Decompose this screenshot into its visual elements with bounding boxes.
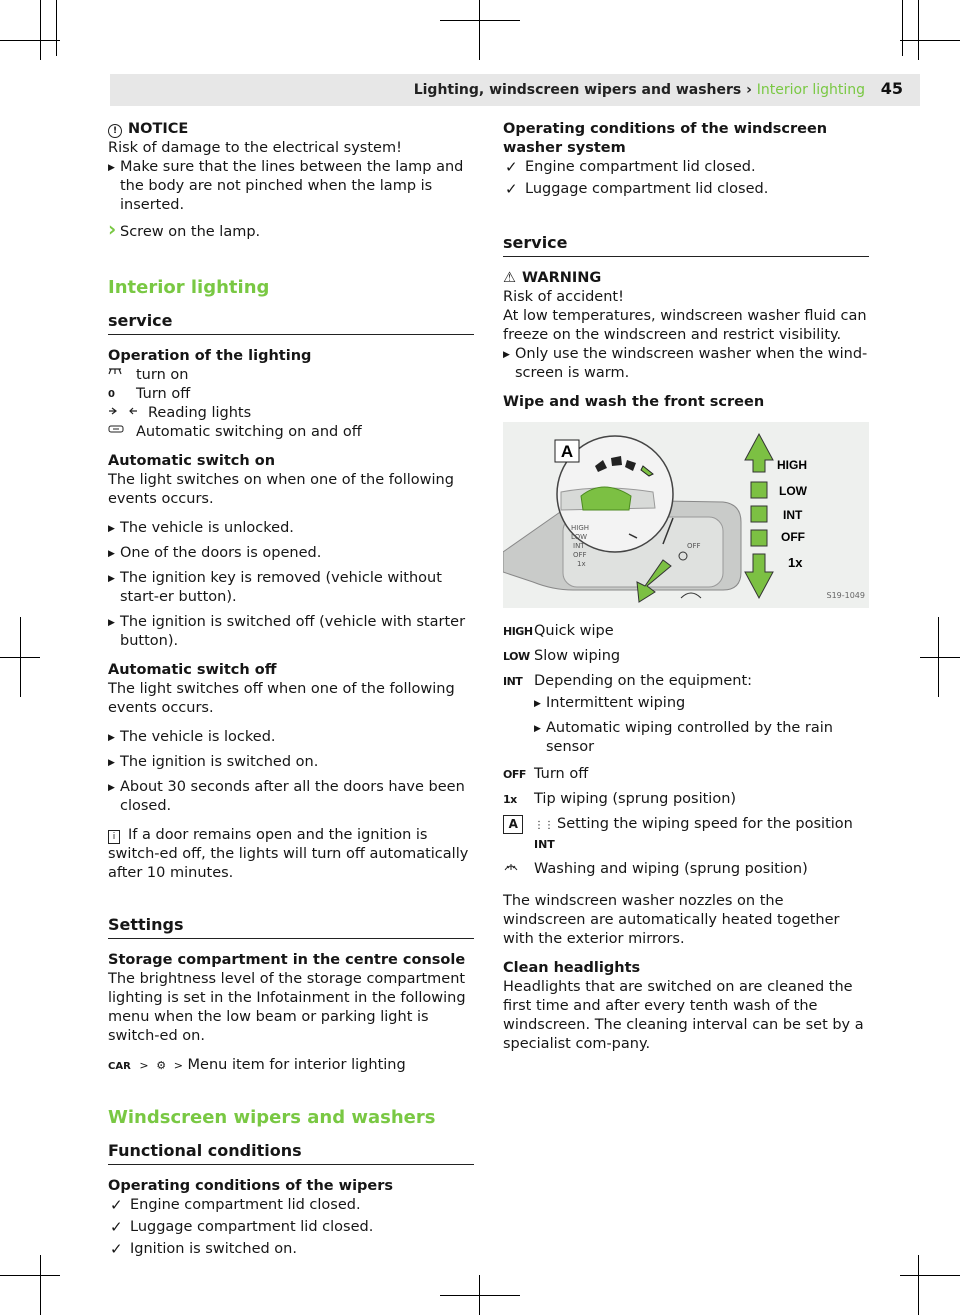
settings-gear-icon: ⚙ xyxy=(156,1059,167,1072)
warning-text: Risk of accident! xyxy=(503,289,624,305)
wiper-stalk-illustration xyxy=(503,422,869,608)
info-note-text: If a door remains open and the ignition is switch-ed off, the lights will turn off automatically after 10 minutes. xyxy=(108,827,469,881)
auto-on-bullet: ▶ The ignition key is removed (vehicle without start-er button). xyxy=(108,569,474,607)
notice-text: Risk of damage to the electrical system! xyxy=(108,140,402,156)
legend-row xyxy=(503,672,869,691)
legend-key: INT xyxy=(503,675,523,688)
up-arrow xyxy=(745,434,773,472)
headlights-text: Headlights that are switched on are cleaned the first time and after every tenth wash of the windscreen. The cleaning interval can be set by a specialist com-pany. xyxy=(503,979,864,1052)
zero-icon: 0 xyxy=(108,389,115,400)
storage-title: Storage compartment in the centre console xyxy=(108,952,466,968)
auto-on-text: The light switches on when one of the following events occurs. xyxy=(108,472,454,507)
int-bullet: ▶ Automatic wiping controlled by the rain sensor xyxy=(534,719,869,757)
stalk-off-label: OFF xyxy=(687,542,701,550)
wipers-heading: Windscreen wipers and washers xyxy=(108,1107,436,1128)
legend-text: Tip wiping (sprung position) xyxy=(534,791,737,807)
washer-condition: ✓ Engine compartment lid closed. xyxy=(503,158,869,177)
auto-off-bullet: ▶ About 30 seconds after all the doors have been closed. xyxy=(108,778,474,816)
legend-text: Depending on the equipment: xyxy=(534,673,753,689)
legend-row xyxy=(503,765,869,784)
notice-heading xyxy=(108,120,474,139)
operation-item xyxy=(108,423,474,442)
crop-mark xyxy=(0,657,40,658)
washer-wipe-icon xyxy=(503,860,534,880)
auto-off-title: Automatic switch off xyxy=(108,662,277,678)
legend-box-a: A xyxy=(503,815,523,834)
auto-on-bullet: ▶ One of the doors is opened. xyxy=(108,544,474,563)
wiper-condition: ✓ Luggage compartment lid closed. xyxy=(108,1218,474,1237)
legend-key: 1x xyxy=(503,793,517,806)
position-label: 1x xyxy=(788,555,803,570)
auto-on-bullet: ▶ The ignition is switched off (vehicle with starter button). xyxy=(108,613,474,651)
legend-row xyxy=(503,815,869,854)
crop-mark xyxy=(56,0,57,56)
down-arrow xyxy=(745,554,773,598)
car-icon: CAR xyxy=(108,1061,131,1072)
info-icon: i xyxy=(108,830,120,844)
warning-title: WARNING xyxy=(522,270,602,286)
page-number: 45 xyxy=(880,79,903,98)
wiper-stalk-figure xyxy=(503,422,869,608)
position-label: LOW xyxy=(779,484,807,498)
legend-key: HIGH xyxy=(503,625,533,638)
settings-heading: Settings xyxy=(108,915,474,939)
functional-heading: Functional conditions xyxy=(108,1141,474,1165)
legend-row xyxy=(503,622,869,641)
warning-icon: ⚠ xyxy=(503,270,516,286)
crop-mark xyxy=(440,20,520,21)
operation-label: Automatic switching on and off xyxy=(136,424,362,440)
crop-mark xyxy=(918,0,919,60)
warning-bullet: ▶ Only use the windscreen washer when the wind-screen is warm. xyxy=(503,345,869,383)
legend-row xyxy=(503,860,869,880)
stalk-label: LOW xyxy=(571,533,588,541)
figure-label-a: A xyxy=(560,442,574,461)
operation-label: turn on xyxy=(136,367,189,383)
washer-icon xyxy=(681,593,701,598)
wipe-title: Wipe and wash the front screen xyxy=(503,394,765,410)
notice-title: NOTICE xyxy=(128,121,189,137)
storage-text: The brightness level of the storage compartment lighting is set in the Infotainment in the following menu when the low beam or parking light is switch-ed on. xyxy=(108,971,466,1044)
legend-text: Washing and wiping (sprung position) xyxy=(534,861,808,877)
stalk-label: 1x xyxy=(577,560,586,568)
legend-row xyxy=(503,790,869,809)
legend-text: Quick wipe xyxy=(534,623,614,639)
info-note xyxy=(108,826,474,883)
stalk-label: INT xyxy=(573,542,585,550)
wiper-conditions-title: Operating conditions of the wipers xyxy=(108,1178,394,1194)
position-square xyxy=(751,506,767,522)
auto-off-bullet: ▶ The vehicle is locked. xyxy=(108,728,474,747)
crop-mark xyxy=(0,40,60,41)
auto-on-title: Automatic switch on xyxy=(108,453,276,469)
crop-mark xyxy=(0,1275,60,1276)
auto-on-bullet: ▶ The vehicle is unlocked. xyxy=(108,519,474,538)
step-item: › Screw on the lamp. xyxy=(108,223,474,242)
auto-off-bullet: ▶ The ignition is switched on. xyxy=(108,753,474,772)
washer-conditions-title: Operating conditions of the windscreen washer system xyxy=(503,121,828,156)
service-heading: service xyxy=(503,233,869,257)
position-label: HIGH xyxy=(777,458,807,472)
crop-mark xyxy=(479,0,480,60)
position-label: INT xyxy=(783,508,803,522)
position-square xyxy=(751,482,767,498)
legend-a-text: Setting the wiping speed for the position xyxy=(557,816,853,832)
menu-text: Menu item for interior lighting xyxy=(187,1057,406,1073)
warning-text: At low temperatures, windscreen washer fluid can freeze on the windscreen and restrict visibility. xyxy=(503,308,867,343)
running-header xyxy=(414,81,865,100)
service-heading: service xyxy=(108,311,474,335)
wiper-condition: ✓ Ignition is switched on. xyxy=(108,1240,474,1259)
figure-code: S19-1049 xyxy=(826,591,865,600)
door-contact-icon xyxy=(108,423,136,442)
crop-mark xyxy=(40,1255,41,1315)
wiper-condition: ✓ Engine compartment lid closed. xyxy=(108,1196,474,1215)
crop-mark xyxy=(900,1275,960,1276)
legend-a-suffix: INT xyxy=(534,838,555,851)
position-square xyxy=(751,530,767,546)
left-column xyxy=(108,120,474,1262)
lamp-on-icon xyxy=(108,366,136,385)
legend-key: LOW xyxy=(503,650,530,663)
operation-item xyxy=(108,366,474,385)
legend-row xyxy=(503,647,869,666)
wiping-speed-icon: ⋮⋮ xyxy=(534,820,554,831)
warning-block xyxy=(503,269,869,383)
menu-path xyxy=(108,1056,474,1076)
menu-arrow: > xyxy=(173,1059,183,1072)
legend-key: OFF xyxy=(503,768,526,781)
interior-lighting-heading: Interior lighting xyxy=(108,277,270,298)
operation-item xyxy=(108,385,474,404)
legend-text: Slow wiping xyxy=(534,648,621,664)
crop-mark xyxy=(918,1255,919,1315)
washer-condition: ✓ Luggage compartment lid closed. xyxy=(503,180,869,199)
crop-mark xyxy=(440,1295,520,1296)
header-separator: › xyxy=(746,82,752,98)
crop-mark xyxy=(900,40,960,41)
int-bullet: ▶ Intermittent wiping xyxy=(534,694,869,713)
legend-key-a xyxy=(503,815,534,834)
header-chapter: Lighting, windscreen wipers and washers xyxy=(413,82,742,98)
header-section: Interior lighting xyxy=(756,82,865,98)
operation-label: Reading lights xyxy=(148,405,252,421)
operation-label: Turn off xyxy=(136,386,191,402)
stalk-label: OFF xyxy=(573,551,587,559)
warning-heading xyxy=(503,269,869,288)
crop-mark xyxy=(40,0,41,60)
stalk-label: HIGH xyxy=(571,524,590,532)
notice-icon: ! xyxy=(108,124,122,138)
notice-block xyxy=(108,120,474,215)
operation-title: Operation of the lighting xyxy=(108,348,312,364)
nozzles-text: The windscreen washer nozzles on the windscreen are automatically heated together with the exterior mirrors. xyxy=(503,893,840,947)
notice-bullet: ▶ Make sure that the lines between the lamp and the body are not pinched when the lamp is inserted. xyxy=(108,158,474,215)
right-column xyxy=(503,120,869,1060)
crop-mark xyxy=(920,657,960,658)
operation-item xyxy=(108,404,474,423)
legend-text: Turn off xyxy=(534,766,589,782)
menu-arrow: > xyxy=(139,1059,149,1072)
auto-off-text: The light switches off when one of the following events occurs. xyxy=(108,681,455,716)
crop-mark xyxy=(902,0,903,56)
legend-text xyxy=(534,815,869,854)
position-label: OFF xyxy=(781,530,805,544)
reading-light-icon xyxy=(108,404,148,423)
headlights-title: Clean headlights xyxy=(503,960,641,976)
